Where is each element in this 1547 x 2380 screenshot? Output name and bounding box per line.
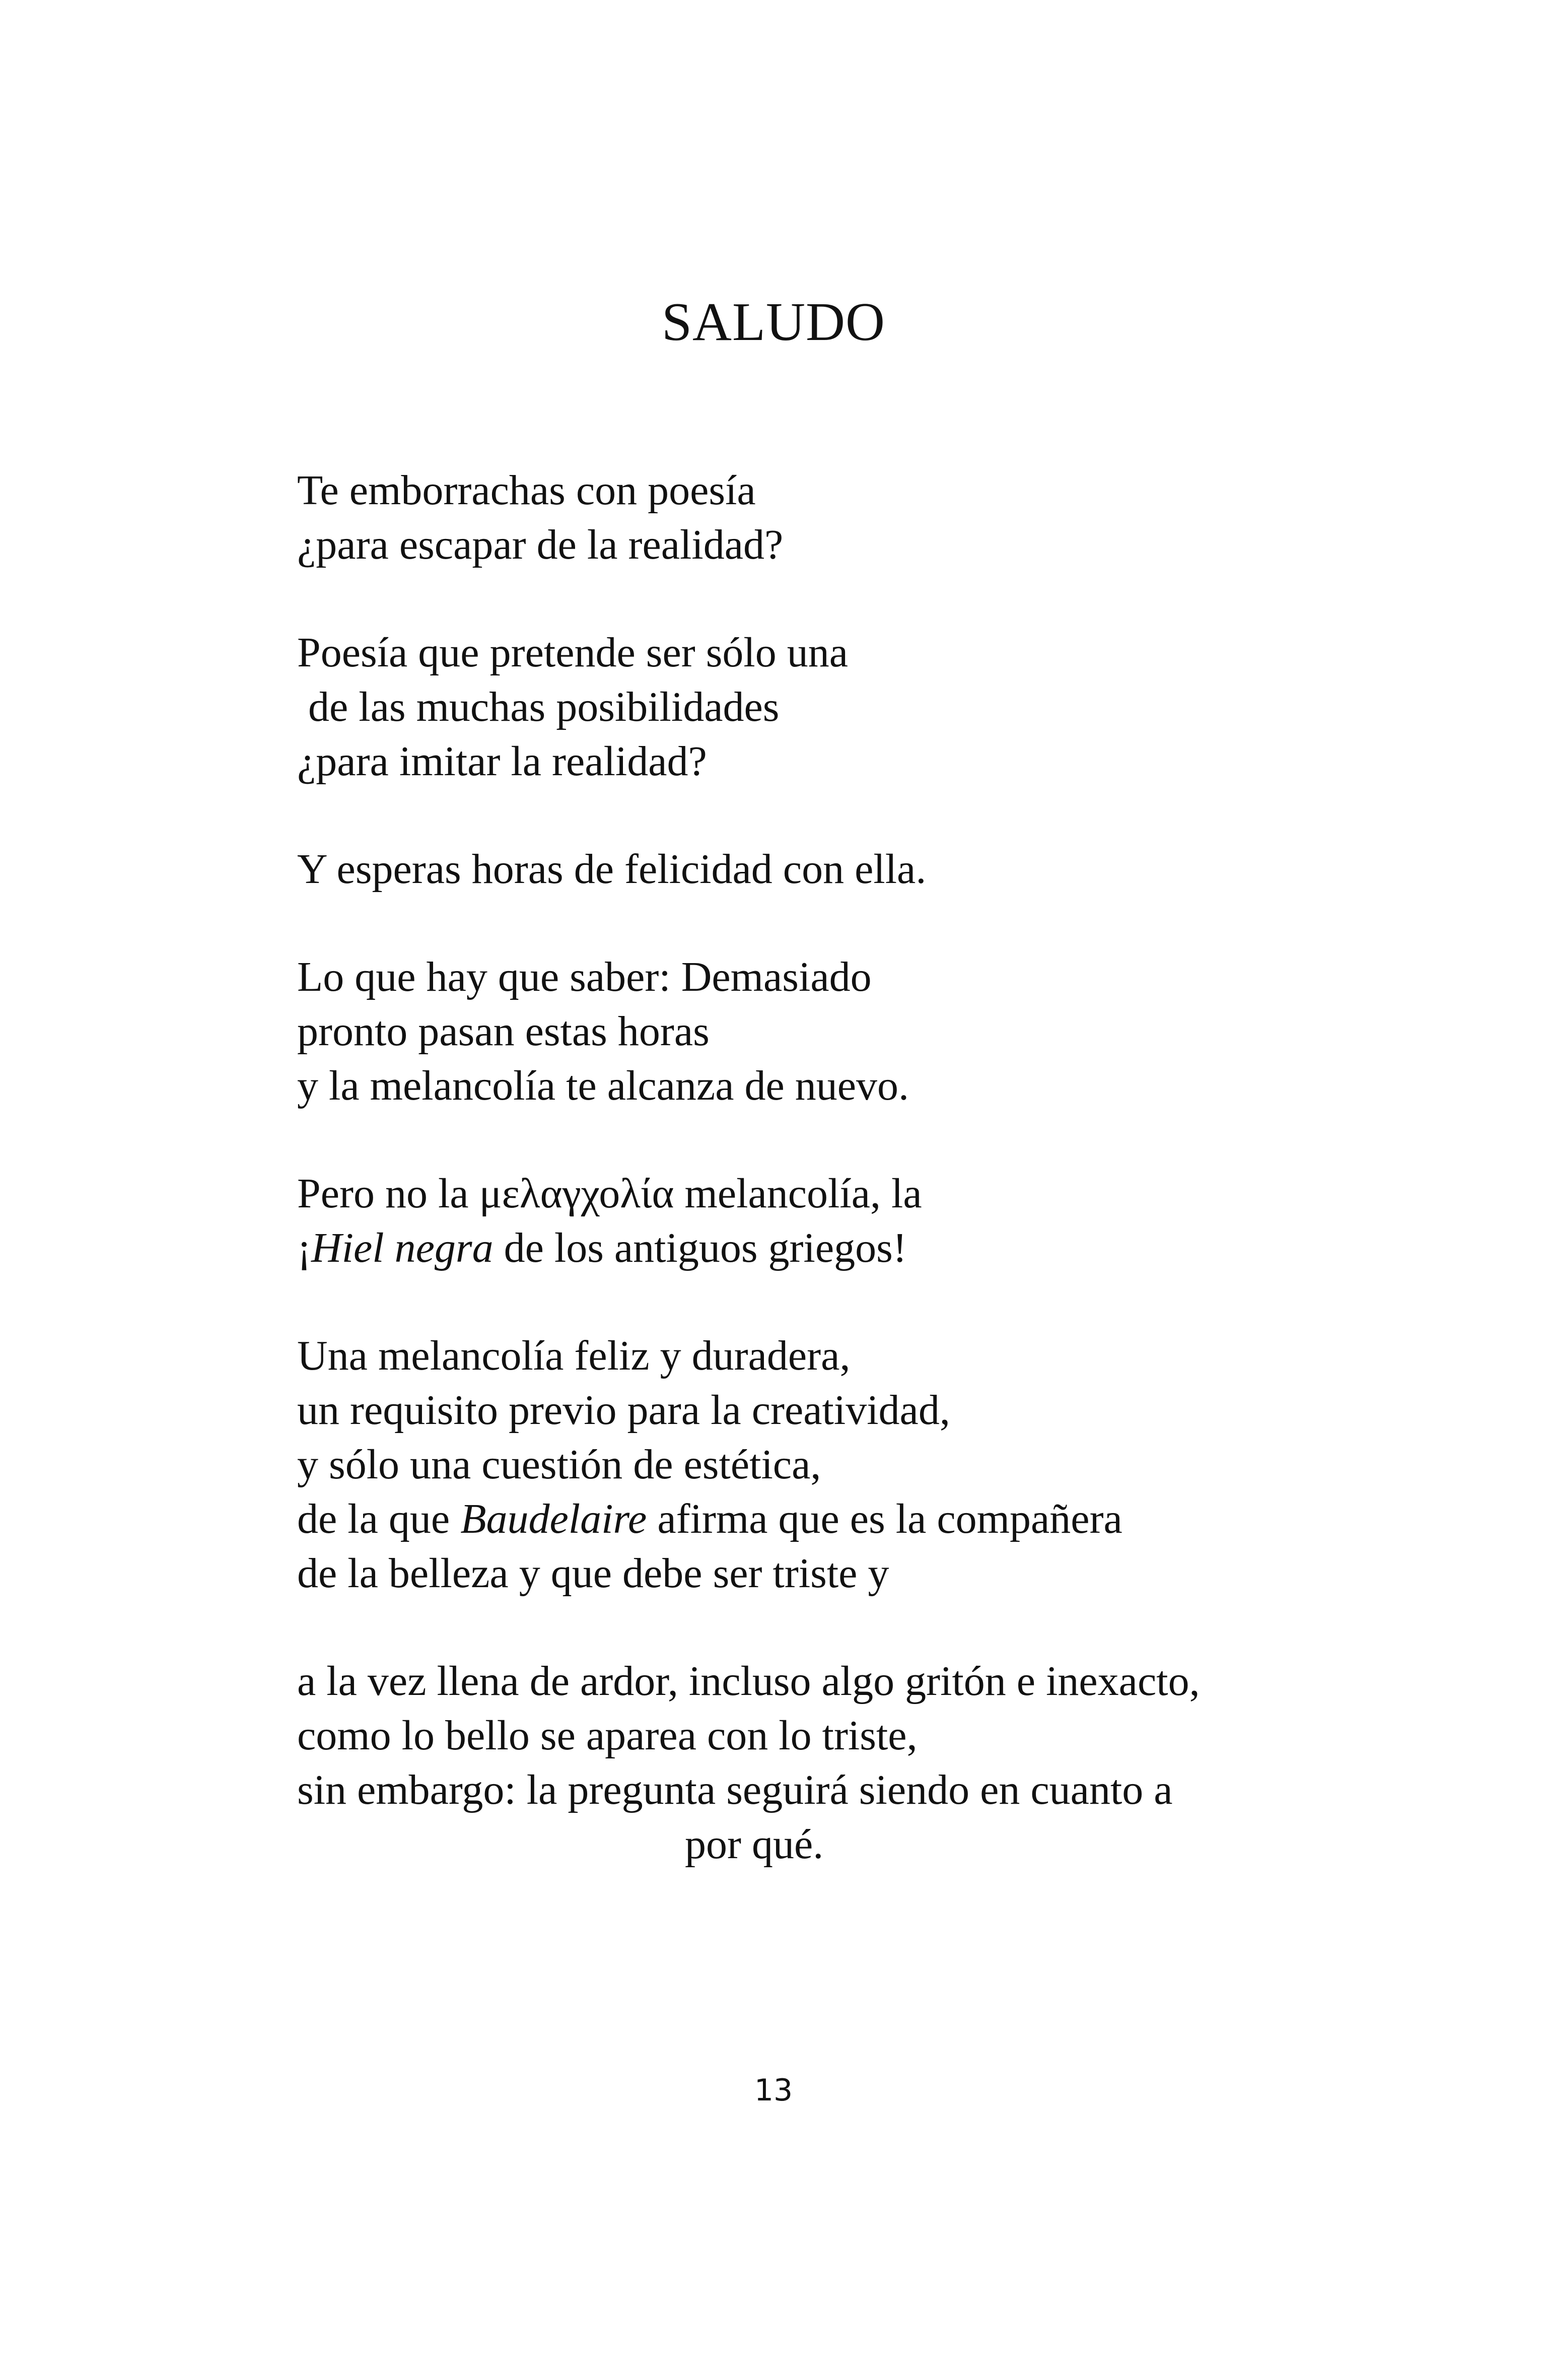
poem-line bbox=[297, 1221, 1304, 1275]
poem-line: de las muchas posibilidades bbox=[308, 684, 780, 730]
poem-title: SALUDO bbox=[661, 292, 885, 352]
poem-line: Te emborrachas con poesía bbox=[297, 467, 756, 514]
poem-line: a la vez llena de ardor, incluso algo gritón e inexacto, bbox=[297, 1658, 1200, 1705]
poem-body bbox=[297, 463, 1304, 1925]
poem-line bbox=[297, 1492, 1304, 1546]
stanza-1 bbox=[297, 463, 1304, 572]
page-number: 13 bbox=[754, 2073, 793, 2108]
line-text: afirma que es la compañera bbox=[647, 1495, 1122, 1542]
poem-line: Poesía que pretende ser sólo una bbox=[297, 629, 849, 676]
poem-line: Lo que hay que saber: Demasiado bbox=[297, 954, 872, 1000]
poem-line: sin embargo: la pregunta seguirá siendo en cuanto a bbox=[297, 1766, 1173, 1813]
poem-line: y sólo una cuestión de estética, bbox=[297, 1441, 821, 1488]
line-text: de la que bbox=[297, 1495, 461, 1542]
line-text: ¡ bbox=[297, 1225, 311, 1271]
stanza-4 bbox=[297, 950, 1304, 1113]
poem-line: y la melancolía te alcanza de nuevo. bbox=[297, 1062, 909, 1109]
poem-line: un requisito previo para la creatividad, bbox=[297, 1387, 950, 1434]
stanza-3 bbox=[297, 842, 1304, 897]
italic-phrase: Hiel negra bbox=[311, 1225, 494, 1271]
stanza-7 bbox=[297, 1654, 1304, 1872]
poem-line: como lo bello se aparea con lo triste, bbox=[297, 1712, 918, 1759]
poem-line: por qué. bbox=[685, 1821, 824, 1868]
line-text: de los antiguos griegos! bbox=[493, 1225, 907, 1271]
poem-line: Y esperas horas de felicidad con ella. bbox=[297, 846, 927, 893]
poem-line: pronto pasan estas horas bbox=[297, 1008, 710, 1055]
poem-line: Una melancolía feliz y duradera, bbox=[297, 1332, 851, 1379]
poem-line: Pero no la μελαγχολία melancolía, la bbox=[297, 1170, 922, 1217]
poem-line: ¿para imitar la realidad? bbox=[297, 738, 707, 785]
italic-name: Baudelaire bbox=[460, 1495, 647, 1542]
stanza-2 bbox=[297, 626, 1304, 789]
poem-line: ¿para escapar de la realidad? bbox=[297, 521, 784, 568]
stanza-6 bbox=[297, 1329, 1304, 1601]
stanza-5 bbox=[297, 1167, 1304, 1275]
poem-line: de la belleza y que debe ser triste y bbox=[297, 1550, 889, 1597]
